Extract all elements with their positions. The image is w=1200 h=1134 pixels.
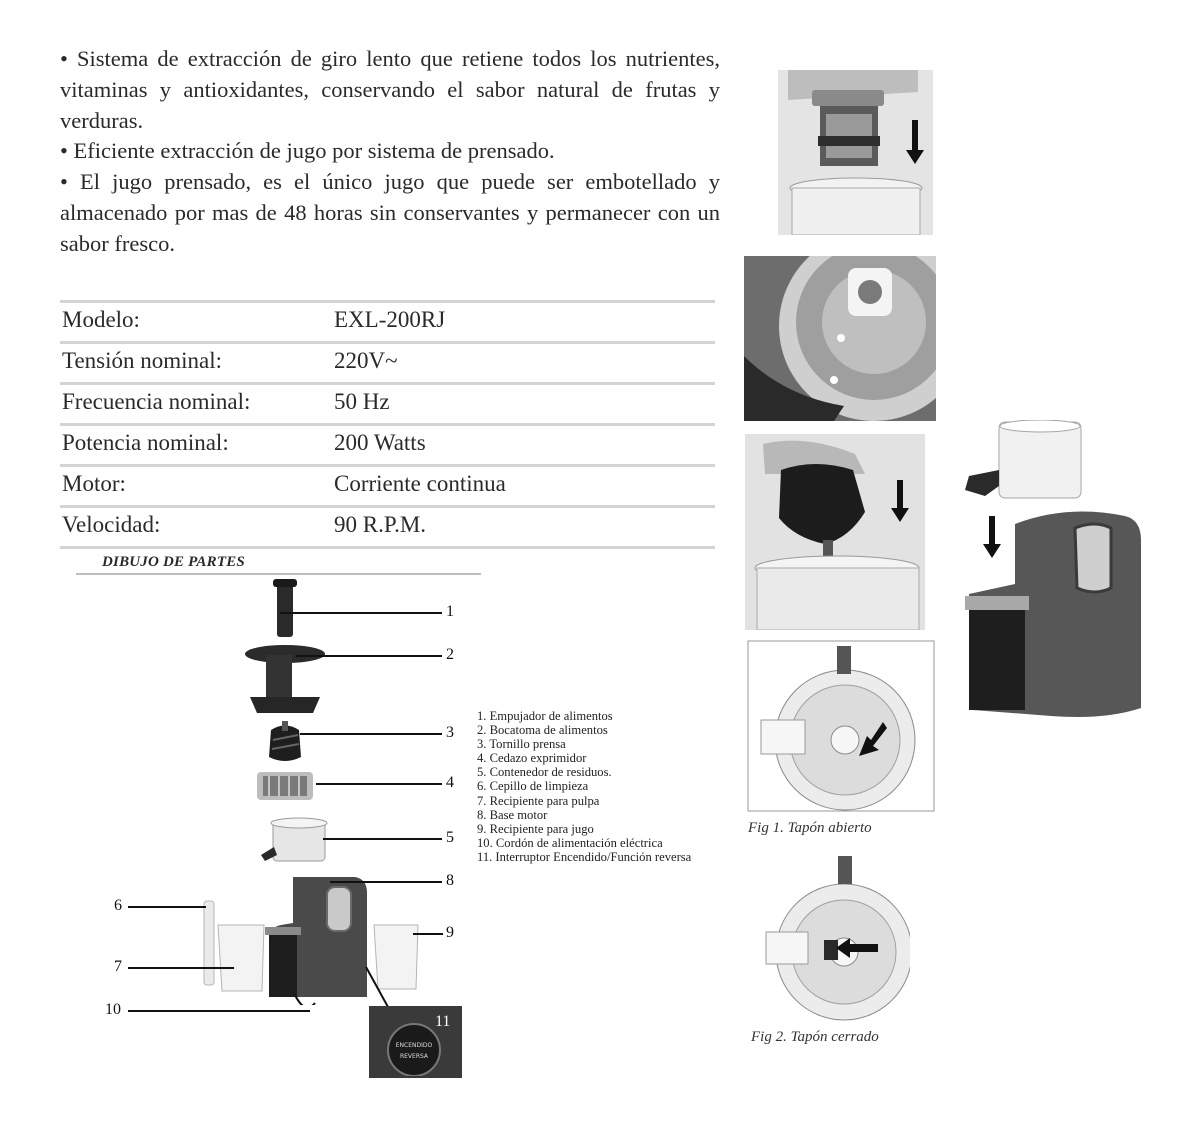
- assembly-photo-bowl: [744, 256, 936, 421]
- callout-number: 10: [105, 1001, 121, 1018]
- legend-item: 1. Empujador de alimentos: [477, 709, 613, 723]
- legend-item: 10. Cordón de alimentación eléctrica: [477, 835, 663, 850]
- legend-item: 6. Cepillo de limpieza: [477, 779, 589, 794]
- spec-label: Modelo:: [62, 307, 140, 332]
- power-switch-knob: [385, 1022, 443, 1076]
- spec-label: Velocidad:: [62, 512, 161, 537]
- callout-line: [128, 906, 206, 908]
- auger-illustration: [269, 721, 301, 761]
- parts-legend: [477, 709, 691, 864]
- fig1-caption: Fig 1. Tapón abierto: [748, 820, 872, 836]
- callout-line: [330, 881, 442, 883]
- parts-drawing-title: DIBUJO DE PARTES: [102, 554, 245, 570]
- switch-label-reverse: REVERSA: [399, 1053, 429, 1060]
- callout-number: 2: [446, 646, 454, 663]
- callout-line: [300, 733, 442, 735]
- intro-text: [60, 44, 720, 260]
- callout-number: 5: [446, 829, 454, 846]
- callout-number: 3: [446, 724, 454, 741]
- spec-value: 50 Hz: [334, 389, 390, 414]
- callout-line: [413, 933, 443, 935]
- spec-value: Corriente continua: [334, 471, 506, 496]
- assembly-photo-auger: [745, 434, 925, 630]
- legend-item: 7. Recipiente para pulpa: [477, 793, 600, 808]
- switch-pointer-line: [362, 965, 392, 1010]
- callout-number: 4: [446, 774, 454, 791]
- legend-item: 11. Interruptor Encendido/Función reversa: [477, 849, 692, 864]
- power-switch-detail: [369, 1006, 462, 1078]
- callout-line: [296, 655, 442, 657]
- callout-number: 8: [446, 872, 454, 889]
- juice-bowl-illustration: [261, 818, 327, 861]
- legend-item: 4. Cedazo exprimidor: [477, 751, 587, 766]
- spec-value: 200 Watts: [334, 430, 426, 455]
- legend-item: 9. Recipiente para jugo: [477, 821, 594, 836]
- callout-number: 6: [114, 897, 122, 914]
- assembly-photo-strainer: [778, 70, 933, 235]
- callout-number: 1: [446, 603, 454, 620]
- fig1-lid-open-image: [747, 640, 935, 812]
- switch-label-on: ENCENDIDO: [395, 1042, 433, 1049]
- legend-item: 3. Tornillo prensa: [477, 737, 566, 752]
- spec-label: Tensión nominal:: [62, 348, 223, 373]
- food-pusher-illustration: [273, 579, 297, 637]
- spec-row: [60, 382, 715, 423]
- callout-line: [280, 612, 442, 614]
- callout-line: [323, 838, 442, 840]
- cleaning-brush-illustration: [204, 901, 214, 985]
- legend-item: 5. Contenedor de residuos.: [477, 765, 612, 780]
- spec-label: Frecuencia nominal:: [62, 389, 251, 414]
- callout-line: [128, 1010, 310, 1012]
- spec-label: Motor:: [62, 471, 126, 496]
- spec-label: Potencia nominal:: [62, 430, 229, 455]
- spec-row: [60, 341, 715, 382]
- callout-number: 7: [114, 958, 122, 975]
- fig2-caption: Fig 2. Tapón cerrado: [751, 1029, 879, 1045]
- spec-value: 90 R.P.M.: [334, 512, 427, 537]
- strainer-illustration: [257, 772, 313, 800]
- spec-row: [60, 423, 715, 464]
- intro-bullet-3: • El jugo prensado, es el único jugo que puede ser embotellado y almacenado por mas de 48 horas sin conservantes y permanecer con un sabor fresco.: [60, 169, 720, 256]
- callout-number: 11: [435, 1013, 451, 1030]
- intro-bullet-1: • Sistema de extracción de giro lento que retiene todos los nutrientes, vitaminas y antioxidantes, conservando el sabor natural de frutas y verduras.: [60, 46, 720, 133]
- spec-row: [60, 464, 715, 505]
- juicer-assembly-photo: [955, 420, 1150, 720]
- accessories-illustration: [200, 895, 430, 1005]
- intro-bullet-2: • Eficiente extracción de jugo por sistema de prensado.: [60, 138, 555, 164]
- spec-value: EXL-200RJ: [334, 307, 446, 332]
- spec-value: 220V~: [334, 348, 398, 373]
- spec-row: [60, 300, 715, 341]
- spec-table: [60, 300, 715, 549]
- fig2-lid-closed-image: [750, 852, 910, 1022]
- callout-line: [316, 783, 442, 785]
- legend-item: 2. Bocatoma de alimentos: [477, 723, 608, 738]
- spec-row: [60, 505, 715, 549]
- callout-number: 9: [446, 924, 454, 941]
- pulp-container-illustration: [218, 925, 264, 991]
- callout-line: [128, 967, 234, 969]
- legend-item: 8. Base motor: [477, 807, 548, 822]
